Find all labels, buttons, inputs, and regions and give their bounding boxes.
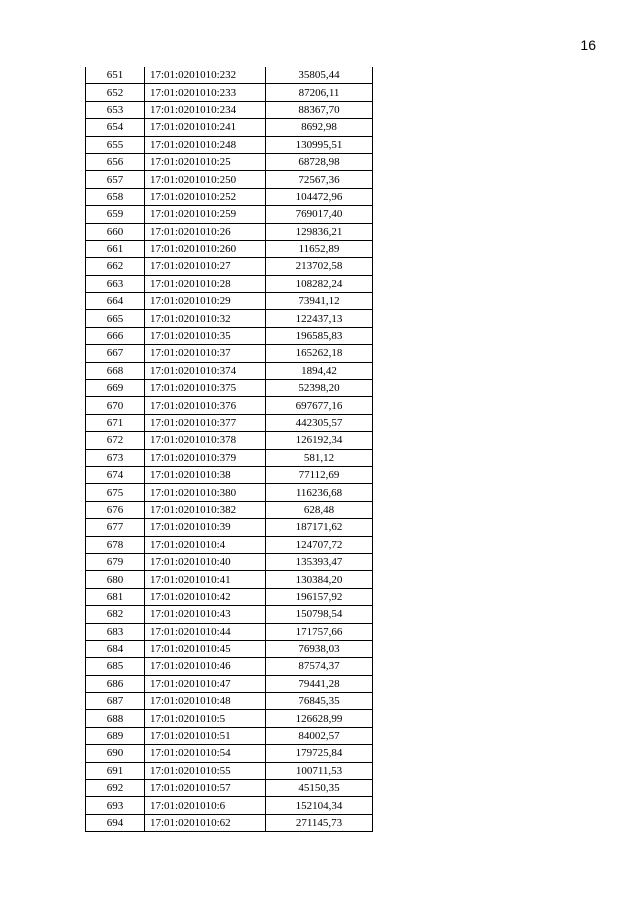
cadastral-number-cell: 17:01:0201010:41 [145,571,266,588]
table-row [86,136,373,153]
value-cell: 35805,44 [266,67,373,84]
table-row [86,571,373,588]
table-row [86,553,373,570]
value-cell: 130995,51 [266,136,373,153]
table-row [86,84,373,101]
row-number-cell: 678 [86,536,145,553]
cadastral-number-cell: 17:01:0201010:40 [145,553,266,570]
cadastral-number-cell: 17:01:0201010:5 [145,710,266,727]
cadastral-number-cell: 17:01:0201010:250 [145,171,266,188]
table-row [86,675,373,692]
row-number-cell: 663 [86,275,145,292]
value-cell: 84002,57 [266,727,373,744]
row-number-cell: 686 [86,675,145,692]
row-number-cell: 651 [86,67,145,84]
value-cell: 122437,13 [266,310,373,327]
value-cell: 442305,57 [266,414,373,431]
table-row [86,640,373,657]
value-cell: 165262,18 [266,345,373,362]
table-row [86,658,373,675]
value-cell: 213702,58 [266,258,373,275]
value-cell: 88367,70 [266,101,373,118]
row-number-cell: 674 [86,466,145,483]
row-number-cell: 690 [86,745,145,762]
table-row [86,606,373,623]
row-number-cell: 683 [86,623,145,640]
cadastral-number-cell: 17:01:0201010:32 [145,310,266,327]
table-row [86,327,373,344]
table-row [86,275,373,292]
cadastral-number-cell: 17:01:0201010:4 [145,536,266,553]
value-cell: 628,48 [266,501,373,518]
table-row [86,519,373,536]
cadastral-number-cell: 17:01:0201010:37 [145,345,266,362]
row-number-cell: 685 [86,658,145,675]
cadastral-number-cell: 17:01:0201010:382 [145,501,266,518]
row-number-cell: 654 [86,119,145,136]
value-cell: 100711,53 [266,762,373,779]
row-number-cell: 653 [86,101,145,118]
value-cell: 77112,69 [266,466,373,483]
table-row [86,223,373,240]
value-cell: 8692,98 [266,119,373,136]
page-number: 16 [580,37,596,53]
table-row [86,693,373,710]
cadastral-number-cell: 17:01:0201010:46 [145,658,266,675]
cadastral-number-cell: 17:01:0201010:57 [145,780,266,797]
table-row [86,345,373,362]
row-number-cell: 669 [86,380,145,397]
table-row [86,432,373,449]
table-row [86,240,373,257]
table-row [86,153,373,170]
table-row [86,449,373,466]
value-cell: 196157,92 [266,588,373,605]
row-number-cell: 667 [86,345,145,362]
table-row [86,171,373,188]
table-row [86,501,373,518]
row-number-cell: 680 [86,571,145,588]
table-row [86,588,373,605]
value-cell: 79441,28 [266,675,373,692]
cadastral-number-cell: 17:01:0201010:44 [145,623,266,640]
value-cell: 68728,98 [266,153,373,170]
row-number-cell: 694 [86,814,145,831]
value-cell: 135393,47 [266,553,373,570]
row-number-cell: 656 [86,153,145,170]
value-cell: 126628,99 [266,710,373,727]
row-number-cell: 655 [86,136,145,153]
cadastral-number-cell: 17:01:0201010:375 [145,380,266,397]
cadastral-number-cell: 17:01:0201010:241 [145,119,266,136]
table-row [86,101,373,118]
row-number-cell: 679 [86,553,145,570]
table-row [86,762,373,779]
row-number-cell: 692 [86,780,145,797]
value-cell: 697677,16 [266,397,373,414]
table-row [86,380,373,397]
value-cell: 769017,40 [266,206,373,223]
value-cell: 171757,66 [266,623,373,640]
value-cell: 52398,20 [266,380,373,397]
value-cell: 76845,35 [266,693,373,710]
cadastral-number-cell: 17:01:0201010:27 [145,258,266,275]
row-number-cell: 672 [86,432,145,449]
row-number-cell: 665 [86,310,145,327]
row-number-cell: 658 [86,188,145,205]
row-number-cell: 661 [86,240,145,257]
value-cell: 129836,21 [266,223,373,240]
cadastral-number-cell: 17:01:0201010:39 [145,519,266,536]
table-row [86,814,373,831]
cadastral-number-cell: 17:01:0201010:248 [145,136,266,153]
cadastral-number-cell: 17:01:0201010:48 [145,693,266,710]
row-number-cell: 675 [86,484,145,501]
value-cell: 87206,11 [266,84,373,101]
cadastral-number-cell: 17:01:0201010:234 [145,101,266,118]
row-number-cell: 677 [86,519,145,536]
cadastral-number-cell: 17:01:0201010:38 [145,466,266,483]
table-row [86,466,373,483]
row-number-cell: 660 [86,223,145,240]
row-number-cell: 691 [86,762,145,779]
row-number-cell: 670 [86,397,145,414]
table-row [86,727,373,744]
cadastral-number-cell: 17:01:0201010:43 [145,606,266,623]
value-cell: 271145,73 [266,814,373,831]
value-cell: 72567,36 [266,171,373,188]
row-number-cell: 657 [86,171,145,188]
table-row [86,484,373,501]
cadastral-number-cell: 17:01:0201010:378 [145,432,266,449]
value-cell: 581,12 [266,449,373,466]
cadastral-number-cell: 17:01:0201010:55 [145,762,266,779]
row-number-cell: 689 [86,727,145,744]
value-cell: 196585,83 [266,327,373,344]
value-cell: 179725,84 [266,745,373,762]
cadastral-number-cell: 17:01:0201010:54 [145,745,266,762]
row-number-cell: 682 [86,606,145,623]
value-cell: 116236,68 [266,484,373,501]
value-cell: 152104,34 [266,797,373,814]
table-row [86,362,373,379]
row-number-cell: 688 [86,710,145,727]
row-number-cell: 666 [86,327,145,344]
value-cell: 45150,35 [266,780,373,797]
cadastral-number-cell: 17:01:0201010:45 [145,640,266,657]
cadastral-number-cell: 17:01:0201010:252 [145,188,266,205]
table-row [86,536,373,553]
value-cell: 11652,89 [266,240,373,257]
value-cell: 124707,72 [266,536,373,553]
table-row [86,188,373,205]
row-number-cell: 676 [86,501,145,518]
table-row [86,780,373,797]
value-cell: 126192,34 [266,432,373,449]
table-row [86,258,373,275]
value-cell: 73941,12 [266,293,373,310]
row-number-cell: 673 [86,449,145,466]
value-cell: 108282,24 [266,275,373,292]
row-number-cell: 664 [86,293,145,310]
cadastral-number-cell: 17:01:0201010:376 [145,397,266,414]
cadastral-number-cell: 17:01:0201010:374 [145,362,266,379]
table-row [86,623,373,640]
value-cell: 1894,42 [266,362,373,379]
cadastral-number-cell: 17:01:0201010:26 [145,223,266,240]
value-cell: 150798,54 [266,606,373,623]
table-row [86,206,373,223]
table-row [86,414,373,431]
cadastral-number-cell: 17:01:0201010:25 [145,153,266,170]
table-row [86,397,373,414]
cadastral-number-cell: 17:01:0201010:377 [145,414,266,431]
row-number-cell: 684 [86,640,145,657]
cadastral-number-cell: 17:01:0201010:379 [145,449,266,466]
table-row [86,745,373,762]
table-row [86,67,373,84]
value-cell: 87574,37 [266,658,373,675]
cadastral-number-cell: 17:01:0201010:51 [145,727,266,744]
cadastral-number-cell: 17:01:0201010:259 [145,206,266,223]
row-number-cell: 668 [86,362,145,379]
table-row [86,710,373,727]
value-cell: 76938,03 [266,640,373,657]
row-number-cell: 681 [86,588,145,605]
table-row [86,119,373,136]
cadastral-number-cell: 17:01:0201010:35 [145,327,266,344]
cadastral-number-cell: 17:01:0201010:28 [145,275,266,292]
row-number-cell: 659 [86,206,145,223]
cadastral-number-cell: 17:01:0201010:29 [145,293,266,310]
row-number-cell: 652 [86,84,145,101]
table-row [86,310,373,327]
cadastral-number-cell: 17:01:0201010:233 [145,84,266,101]
cadastral-number-cell: 17:01:0201010:42 [145,588,266,605]
table-row [86,797,373,814]
row-number-cell: 687 [86,693,145,710]
row-number-cell: 662 [86,258,145,275]
cadastral-number-cell: 17:01:0201010:62 [145,814,266,831]
value-cell: 187171,62 [266,519,373,536]
cadastral-number-cell: 17:01:0201010:47 [145,675,266,692]
value-cell: 104472,96 [266,188,373,205]
value-cell: 130384,20 [266,571,373,588]
cadastral-number-cell: 17:01:0201010:260 [145,240,266,257]
table-body [86,67,373,832]
cadastral-number-cell: 17:01:0201010:380 [145,484,266,501]
cadastral-value-table [85,67,373,832]
row-number-cell: 693 [86,797,145,814]
cadastral-number-cell: 17:01:0201010:6 [145,797,266,814]
table-row [86,293,373,310]
row-number-cell: 671 [86,414,145,431]
cadastral-number-cell: 17:01:0201010:232 [145,67,266,84]
